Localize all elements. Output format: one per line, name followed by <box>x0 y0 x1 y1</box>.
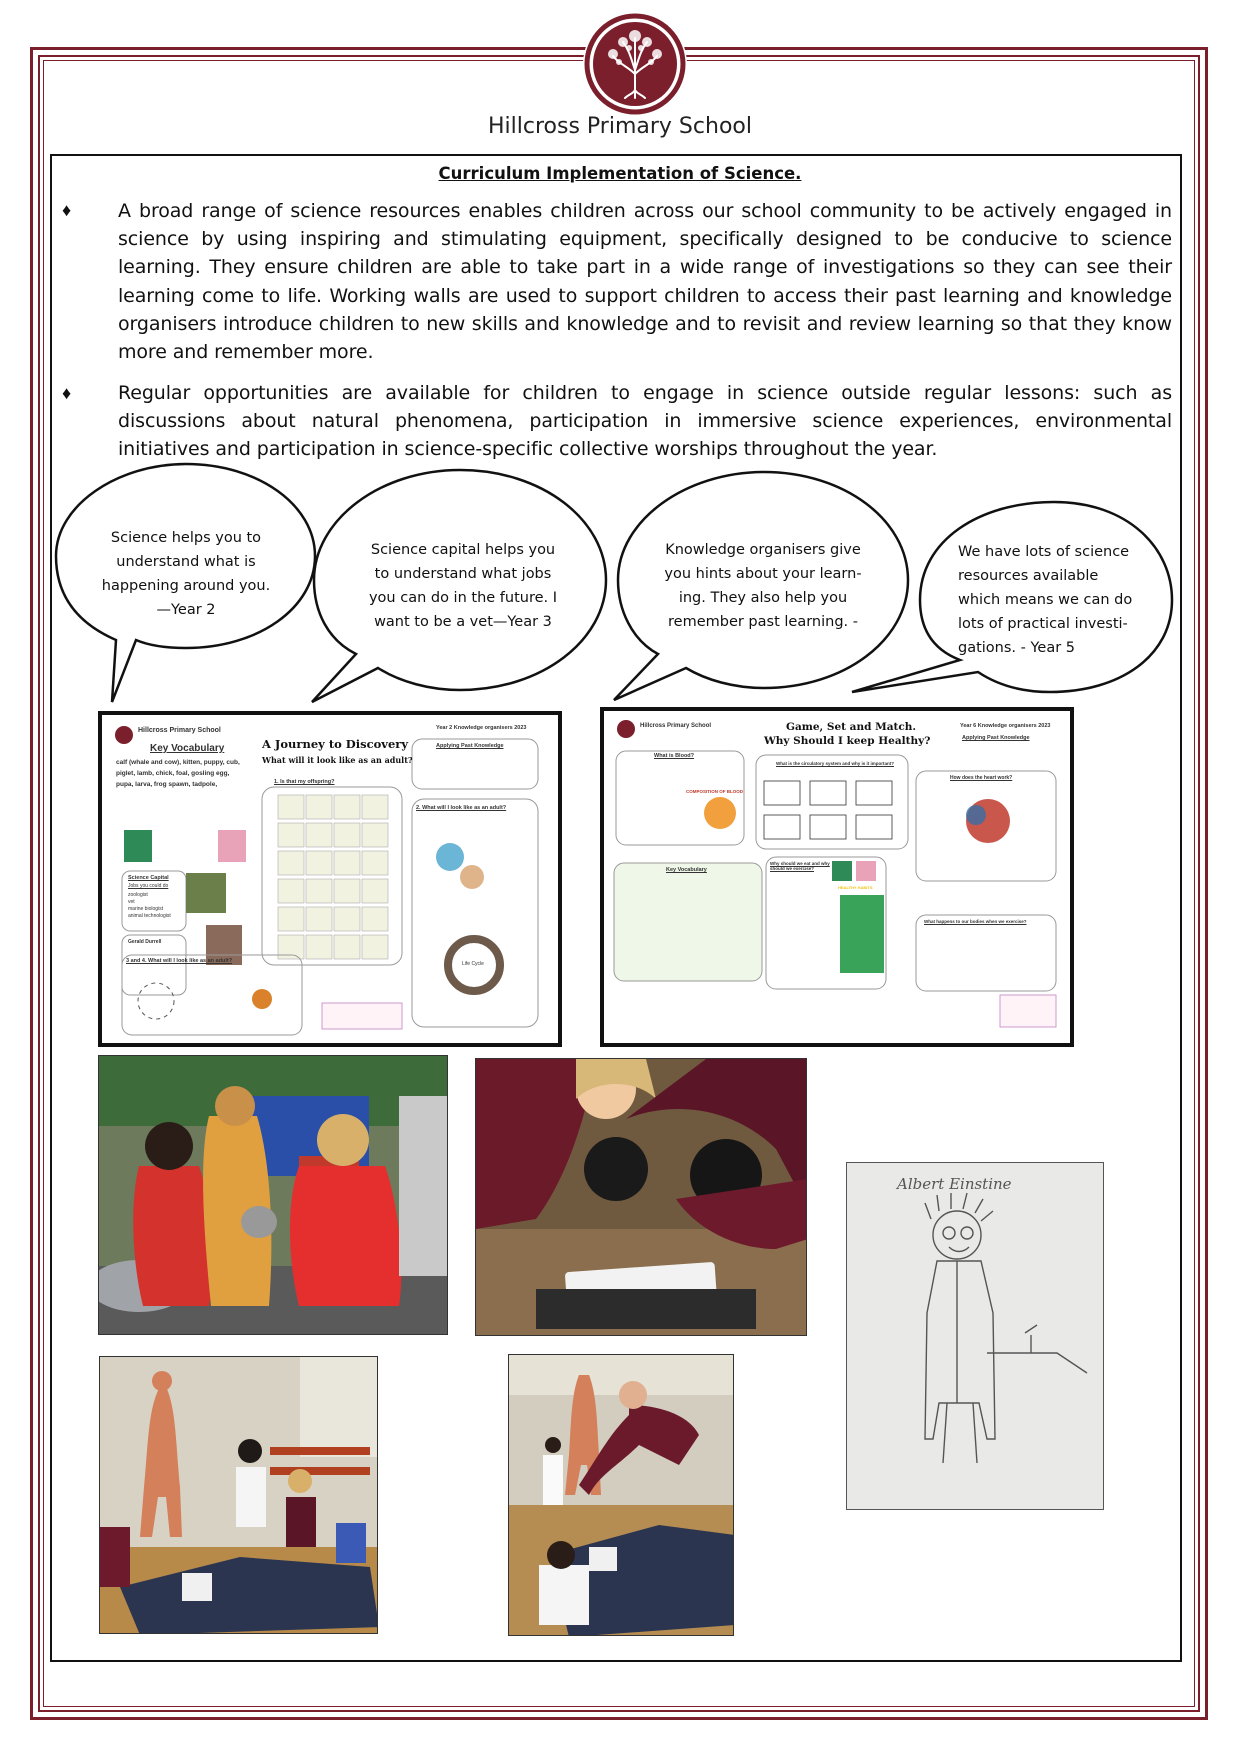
photo-water-investigation <box>98 1055 448 1335</box>
quote-line: which means we can do <box>958 592 1133 608</box>
quote-line: understand what is <box>116 554 256 570</box>
photo-hall-activity-2 <box>508 1354 734 1636</box>
organiser-healthy-habits: HEALTHY HABITS <box>838 885 873 890</box>
organiser-title: Game, Set and Match. <box>786 721 917 733</box>
knowledge-organiser-year-6 <box>600 707 1074 1047</box>
quote-line: gations. - Year 5 <box>958 640 1076 656</box>
page-heading: Curriculum Implementation of Science. <box>438 164 802 183</box>
photo-hall-activity-1 <box>99 1356 378 1634</box>
organiser-eat-exercise: Why should we eat and why should we exercise? <box>770 861 830 871</box>
organiser-subtitle: What will it look like as an adult? <box>262 755 413 765</box>
quote-year-3 <box>360 538 566 634</box>
organiser-heart-work: How does the heart work? <box>950 775 1013 781</box>
organiser-key-vocabulary: Key Vocabulary <box>150 743 225 754</box>
quote-line: Knowledge organisers give <box>665 542 861 558</box>
quote-year-2 <box>88 526 284 622</box>
bullet-icon: ♦ <box>62 200 72 220</box>
organiser-jobs-list <box>128 892 171 920</box>
quote-year-5 <box>958 540 1148 660</box>
organiser-capital-jobs: Jobs you could do <box>128 883 169 889</box>
organiser-title: A Journey to Discovery <box>262 737 409 751</box>
organiser-body-exercise: What happens to our bodies when we exercise? <box>924 919 1027 924</box>
quote-line: ing. They also help you <box>678 590 848 606</box>
organiser-past-knowledge: Applying Past Knowledge <box>436 743 504 749</box>
bullet-icon: ♦ <box>62 383 72 403</box>
organiser-school-name: Hillcross Primary School <box>640 723 712 729</box>
organiser-question-2: 2. What will I look like as an adult? <box>416 805 507 811</box>
school-name: Hillcross Primary School <box>488 114 752 139</box>
quote-line: you can do in the future. I <box>368 590 558 606</box>
quote-line: Science helps you to <box>110 530 262 546</box>
organiser-past-knowledge: Applying Past Knowledge <box>962 735 1030 741</box>
organiser-vocabulary-text: calf (whale and cow), kitten, puppy, cub, piglet, lamb, chick, foal, gosling egg, pupa, larva, frog spawn, tadpole, <box>116 759 240 788</box>
drawing-caption: Albert Einstine <box>897 1175 1012 1193</box>
organiser-year-label: Year 2 Knowledge organisers 2023 <box>436 725 527 731</box>
quote-line: resources available <box>958 568 1099 584</box>
organiser-subtitle: Why Should I keep Healthy? <box>764 735 931 747</box>
job-item: zoologist <box>128 892 148 898</box>
job-item: marine biologist <box>128 906 164 912</box>
photo-einstein-drawing <box>846 1162 1104 1510</box>
quote-line: to understand what jobs <box>374 566 552 582</box>
quote-line: happening around you. <box>101 578 271 594</box>
organiser-year-label: Year 6 Knowledge organisers 2023 <box>960 723 1051 729</box>
job-item: animal technologist <box>128 913 171 919</box>
quote-line: remember past learning. - <box>668 614 858 630</box>
organiser-what-blood: What is Blood? <box>654 753 695 759</box>
quote-line: want to be a vet—Year 3 <box>374 614 552 630</box>
quote-line: —Year 2 <box>156 602 216 618</box>
organiser-composition: COMPOSITION OF BLOOD <box>686 789 743 794</box>
job-item: vet <box>128 899 135 905</box>
organiser-question-1: 1. Is that my offspring? <box>274 779 335 785</box>
organiser-circulatory: What is the circulatory system and why is it important? <box>775 761 895 766</box>
quote-line: Science capital helps you <box>370 542 556 558</box>
quote-knowledge-organisers <box>660 538 866 634</box>
quote-line: you hints about your learn- <box>664 566 862 582</box>
photo-floor-investigation <box>475 1058 807 1336</box>
organiser-key-vocabulary: Key Vocabulary <box>666 867 707 873</box>
paragraph-resources: A broad range of science resources enables children across our school community to be actively engaged in science by using inspiring and stimulating equipment, specifically designed to be conducive to science learning. They ensure children are able to take part in a wide range of investigations so they can see their learning come to life. Working walls are used to support children to access their past learning and knowledge organisers introduce children to new skills and knowledge and to revisit and review learning so that they know more and remember more. <box>118 200 1172 364</box>
organiser-science-capital: Science Capital <box>128 875 169 881</box>
organiser-life-cycle: Life Cycle <box>462 961 484 967</box>
organiser-question-3: 3 and 4. What will I look like as an adult? <box>126 958 233 964</box>
quote-line: lots of practical investi- <box>958 616 1128 632</box>
organiser-school-name: Hillcross Primary School <box>138 727 221 734</box>
paragraph-opportunities: Regular opportunities are available for children to engage in science outside regular lessons: such as discussions about natural phenomena, participation in immersive science experiences, environmental initiatives and participation in science-specific collective worships throughout the year. <box>118 382 1172 461</box>
organiser-gerald-durrell: Gerald Durrell <box>128 939 162 945</box>
quote-line: We have lots of science <box>958 544 1130 560</box>
knowledge-organiser-year-2 <box>98 711 562 1047</box>
